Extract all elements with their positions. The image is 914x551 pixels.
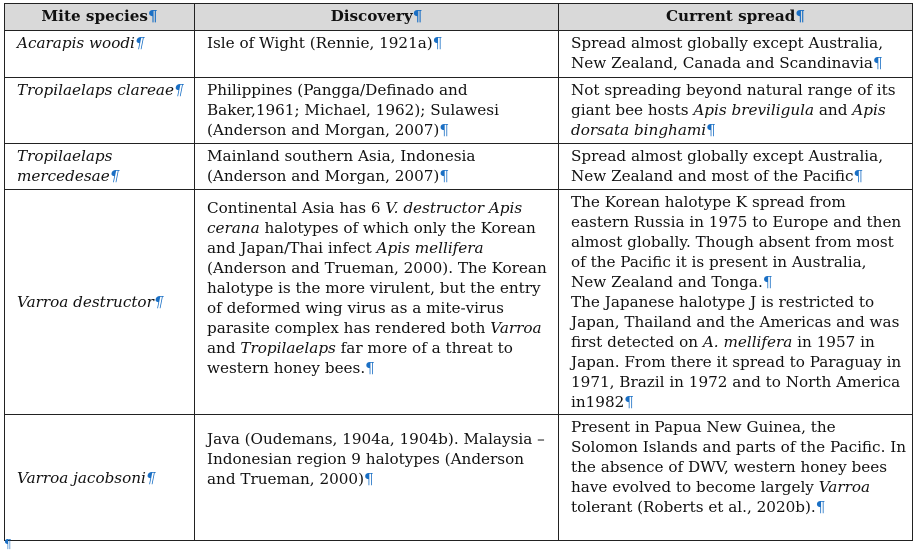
species-cell: Tropilaelaps clareae¶ bbox=[5, 78, 195, 144]
species-cell: Tropilaelaps mercedesae¶ bbox=[5, 144, 195, 190]
discovery-cell: Continental Asia has 6 V. destructor Apis cerana halotypes of which only the Korean and Japan/Thai infect Apis mellifera (Anderson and Trueman, 2000). The Korean halotype is the more virulent, but the entry of deformed wing virus as a mite-virus parasite complex has rendered both Varroa and Tropilaelaps far more of a threat to western honey bees.¶ bbox=[195, 190, 559, 415]
table-row bbox=[5, 190, 913, 415]
table-row bbox=[5, 31, 913, 78]
paragraph-mark: ¶ bbox=[4, 537, 12, 551]
table-row bbox=[5, 144, 913, 190]
spread-cell: The Korean halotype K spread from eastern Russia in 1975 to Europe and then almost globally. Though absent from most of the Pacific it is present in Australia, New Zealand and Tonga.¶ The Japanese halotype J is restricted to Japan, Thailand and the Americas and was first detected on A. mellifera in 1957 in Japan. From there it spread to Paraguay in 1971, Brazil in 1972 and to North America in1982¶ bbox=[559, 190, 913, 415]
species-cell: Acarapis woodi¶ bbox=[5, 31, 195, 78]
species-cell: Varroa destructor¶ bbox=[5, 190, 195, 415]
discovery-cell: Java (Oudemans, 1904a, 1904b). Malaysia – Indonesian region 9 halotypes (Anderson and Trueman, 2000)¶ bbox=[195, 415, 559, 541]
discovery-cell: Mainland southern Asia, Indonesia (Anderson and Morgan, 2007)¶ bbox=[195, 144, 559, 190]
mite-species-table bbox=[4, 3, 913, 541]
discovery-cell: Philippines (Pangga/Definado and Baker,1961; Michael, 1962); Sulawesi (Anderson and Morgan, 2007)¶ bbox=[195, 78, 559, 144]
spread-cell: Present in Papua New Guinea, the Solomon Islands and parts of the Pacific. In the absence of DWV, western honey bees have evolved to become largely Varroa tolerant (Roberts et al., 2020b).¶ bbox=[559, 415, 913, 541]
spread-cell: Spread almost globally except Australia, New Zealand, Canada and Scandinavia¶ bbox=[559, 31, 913, 78]
header-current-spread: Current spread¶ bbox=[559, 4, 913, 31]
discovery-cell: Isle of Wight (Rennie, 1921a)¶ bbox=[195, 31, 559, 78]
header-discovery: Discovery¶ bbox=[195, 4, 559, 31]
header-mite-species: Mite species¶ bbox=[5, 4, 195, 31]
table-row bbox=[5, 415, 913, 541]
table-row bbox=[5, 78, 913, 144]
table-header-row bbox=[5, 4, 913, 31]
spread-cell: Spread almost globally except Australia, New Zealand and most of the Pacific¶ bbox=[559, 144, 913, 190]
species-cell: Varroa jacobsoni¶ bbox=[5, 415, 195, 541]
spread-cell: Not spreading beyond natural range of its giant bee hosts Apis breviligula and Apis dorsata binghami¶ bbox=[559, 78, 913, 144]
